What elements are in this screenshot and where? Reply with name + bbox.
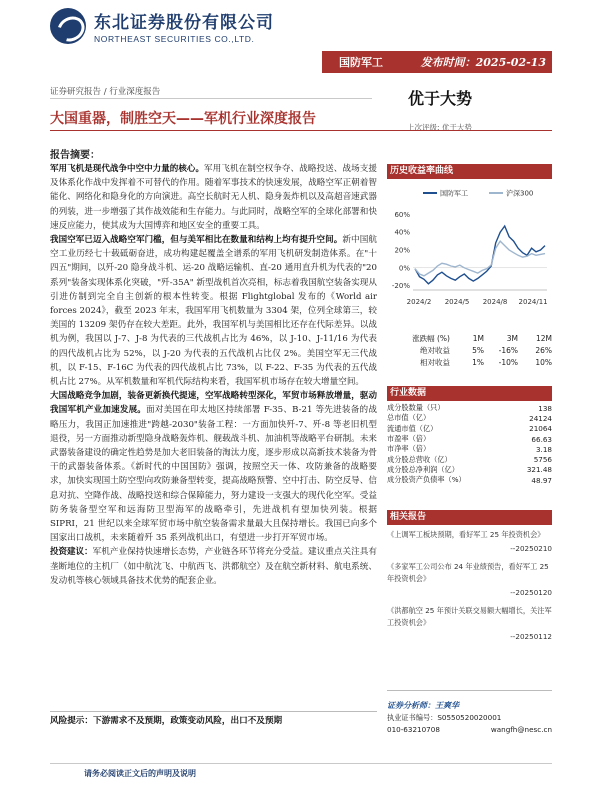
legend-label: 沪深300	[506, 189, 534, 198]
risk-warning: 风险提示：下游需求不及预期，政策变动风险，出口不及预期	[50, 716, 283, 726]
brand-logo	[50, 8, 274, 44]
x-tick-label: 2024/8	[482, 298, 508, 306]
summary-heading: 报告摘要：	[50, 150, 100, 161]
publish-date: 发布时间：2025-02-13	[420, 56, 546, 69]
table-row: 绝对收益 5% -16% 26%	[420, 345, 552, 355]
footer-disclaimer: 请务必阅读正文后的声明及说明	[84, 769, 196, 778]
related-report-link[interactable]: 《上调军工板块预期，看好军工 25 年投资机会》	[387, 530, 545, 539]
return-chart	[387, 180, 552, 320]
report-title: 大国重器，制胜空天——军机行业深度报告	[50, 111, 316, 127]
related-report-link[interactable]: 《洪都航空 25 年预计关联交易额大幅增长，关注军工投资机会》	[387, 606, 552, 627]
legend-label: 国防军工	[440, 189, 468, 198]
info-section-heading: 行业数据	[387, 386, 552, 401]
divider	[50, 711, 377, 712]
rating: 优于大势	[408, 89, 473, 108]
industry-data-table	[387, 403, 552, 485]
table-row: 市净率（倍） 3.18	[387, 444, 552, 454]
table-row: 市盈率（倍） 66.63	[387, 434, 552, 444]
table-header: 涨跌幅 (%) 1M 3M 12M	[412, 333, 552, 343]
summary-body	[50, 162, 377, 588]
table-row: 成分股资产负债率（%） 48.97	[387, 475, 552, 485]
y-tick-label: 20%	[394, 246, 410, 255]
breadcrumb: 证券研究报告 / 行业深度报告	[50, 87, 161, 97]
divider	[50, 763, 552, 764]
series-line	[415, 226, 545, 284]
y-tick-label: -20%	[391, 282, 410, 291]
analyst-cert: 执业证书编号：S0550520020001	[387, 713, 502, 722]
related-reports	[387, 529, 552, 649]
table-row: 流通市值（亿） 21064	[387, 423, 552, 434]
industry-label: 国防军工	[339, 56, 383, 69]
previous-rating: 上次评级: 优于大势	[407, 123, 472, 132]
divider	[387, 690, 552, 691]
y-tick-label: 0%	[398, 264, 410, 273]
table-row: 成分股总营收（亿） 5756	[387, 454, 552, 465]
analyst-info	[387, 700, 552, 736]
report-header-bar	[322, 51, 552, 73]
title-divider	[50, 130, 552, 131]
related-report-link[interactable]: 《多家军工公司公布 24 年业绩预告，看好军工 25 年投资机会》	[387, 562, 549, 583]
table-row: 成分股总净利润（亿） 321.48	[387, 464, 552, 475]
related-report-date: --20250120	[510, 588, 552, 597]
divider	[50, 98, 372, 99]
y-tick-label: 60%	[394, 210, 410, 219]
logo-icon	[50, 8, 86, 44]
summary-paragraph: 军用飞机是现代战争中空中力量的核心。军用飞机在制空权争夺、战略投送、战场支援及体系化作战中发挥着不可替代的作用。随着军事技术的快速发展，战略空军正朝着智能化、网络化和隐身化的方向演进。高空长航时无人机、隐身轰炸机以及高超音速武器的列装，进一步增强了其作战效能和生存能力。与此同时，战略空军的全球化部署和快速反应能力，使其成为大国博弈和地区安全的重要工具。	[50, 164, 377, 231]
chart-section-heading: 历史收益率曲线	[387, 164, 552, 179]
x-tick-label: 2024/11	[518, 298, 548, 306]
related-section-heading: 相关报告	[387, 510, 552, 525]
summary-paragraph: 大国战略竞争加剧，装备更新换代提速，空军战略转型深化，军贸市场释放增量，驱动我国军机产业加速发展。面对美国在印太地区持续部署 F-35、B-21 等先进装备的战略压力，我国正加速推进"跨越-2030"装备工程：一方面加快歼-7、歼-8 等老旧机型退役，另一方面推动新型隐身战略轰炸机、舰载战斗机、加油机等战略平台研制。未来武器装备建设的确定性趋势是加大老旧装备的淘汰力度，逐步形成以高新技术装备为骨干的武器装备体系。《新时代的中国国防》强调，按照空天一体、攻防兼备的战略要求，加快实现国土防空型向攻防兼备型转变，提高战略预警、空中打击、防空反导、信息对抗、空降作战、战略投送和综合保障能力，努力建设一支强大的现代化空军。受益防务装备型空军和远海防卫型海军的战略牵引，先进战机有望加快列装。根据 SIPRI，21 世纪以来全球军贸市场中航空装备需求量最大且保持增长。我国已向多个国家出口战机，未来随着歼 35 系列战机出口，有望进一步打开军贸市场。	[50, 391, 377, 544]
summary-paragraph: 投资建议：军机产业保持快速增长态势，产业链各环节将充分受益。建议重点关注具有垄断地位的主机厂（如中航沈飞、中航西飞、洪都航空）及在航空新材料、航电系统、发动机等核心领域具备技术优势的配套企业。	[50, 547, 377, 586]
performance-table	[387, 332, 552, 368]
summary-paragraph: 我国空军已迈入战略空军门槛，但与美军相比在数量和结构上均有提升空间。新中国航空工业历经七十载砥砺奋进，成功构建起覆盖全谱系的军用飞机研发制造体系。在"十四五"期间，以歼-20 隐身战斗机、运-20 战略运输机、直-20 通用直升机为代表的"20 系列"装备实现体系化突破，"歼-35A" 新型战机首次亮相，标志着我国航空装备实现从引进仿制到完全自主创新的根本性转变。根据 Flightglobal 发布的《World air forces 2024》，截至 2023 年末，我国军用飞机数量为 3304 架，位列全球第三，较美国的 13209 架仍存在较大差距。此外，我国军机与美国相比还存在代际差异。以战机为例，我国以 J-7、J-8 为代表的三代战机占比为 46%，以 J-10、J-11/16 为代表的四代战机占比为 52%，以 J-20 为代表的五代战机占比仅 2%。美国空军无三代战机，以 F-15、F-16C 为代表的四代战机占比 73%，以 F-22、F-35 为代表的五代战机占比 27%。从军机数量和军机代际结构来看，我国军机市场存在较大增量空间。	[50, 235, 377, 388]
related-report-date: --20250210	[510, 544, 552, 553]
y-tick-label: 40%	[394, 228, 410, 237]
table-row: 成分股数量（只） 138	[387, 403, 552, 413]
analyst-email[interactable]: wangfh@nesc.cn	[490, 725, 552, 734]
table-row: 相对收益 1% -10% 10%	[420, 357, 552, 367]
analyst-name: 证券分析师：王爽华	[387, 701, 459, 710]
brand-name-cn: 东北证券股份有限公司	[94, 13, 274, 33]
related-report-date: --20250112	[510, 632, 552, 641]
analyst-phone: 010-63210708	[387, 725, 440, 734]
table-row: 总市值（亿） 24124	[387, 413, 552, 423]
series-line	[415, 241, 545, 276]
x-tick-label: 2024/2	[406, 298, 432, 306]
x-tick-label: 2024/5	[444, 298, 470, 306]
brand-name-en: NORTHEAST SECURITIES CO.,LTD.	[94, 34, 255, 44]
